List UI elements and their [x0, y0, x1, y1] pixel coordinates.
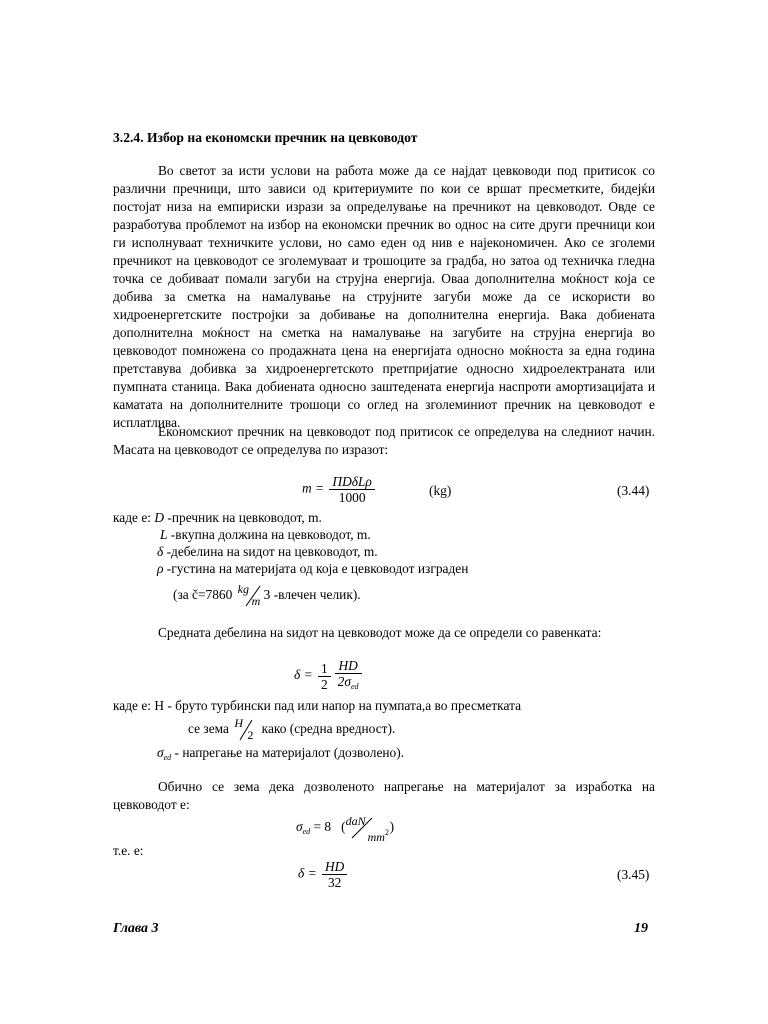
symbol-D: D [154, 510, 165, 525]
where-H: каде е: H - бруто турбински пад или напор на пумпата,а во пресметката [113, 698, 522, 713]
symbol-delta: δ [157, 544, 164, 559]
eq344-numerator: ΠDδLρ [329, 474, 374, 490]
unit-mm [368, 824, 389, 846]
footer-chapter: Глава 3 [113, 921, 159, 936]
eq344-unit: (kg) [429, 483, 452, 498]
where-rho-text: -густина на материјата од која е цевководот изграден [163, 561, 469, 576]
eq344-number: (3.44) [617, 483, 650, 498]
eq345-fraction [322, 859, 347, 890]
eq345-lhs: δ = [298, 865, 317, 881]
footer-page-number: 19 [634, 921, 648, 936]
where-H-half [188, 718, 395, 742]
section-heading: 3.2.4. Избор на економски пречник на цевководот [113, 130, 418, 145]
eq-delta-lhs: δ = [294, 667, 313, 683]
where-sigma [157, 744, 404, 767]
eq-sigma-eq: = 8 ( [310, 819, 346, 835]
paragraph-intro: Во светот за исти услови на работа може да се најдат цевководи под притисок со различни пречници, што зависи од критериумите по кои се вршат пресметките, бидејќи постојат низа на емпириски изрази за определување на пречникот на цевководот. Овде се разработува проблемот на избор на економски пречник во однос на сите други пречници кои ги исполнуваат техничките услови, но само еден од нив е најекономичен. Ако се зголеми пречникот на цевководот се зголемуваат и трошоците за градба, но затоа од техничка гледна точка се добиваат помали загуби на струјна енергија. Оваа дополнителна моќност која се добива за сметка на намалување на струјните загуби може да се искористи во хидроенергетските постројки за добивање на дополнителна енергија. Вака добиената дополнителна моќност на сметка на намалување на загубите на струјна енергија во цевководот помножена со продажната цена на енергијата односно моќноста за една година претставува добивка за хидроенергетското претпријатие односно хидроелектранатa или пумпната станица. Вака добиената односно заштедената енергија наспроти амортизацијата и каматата на дополнителните трошоци со оглед на зголеминиот пречник на цевководот е исплатлива. [113, 163, 655, 430]
eq-delta-main-num: HD [335, 658, 362, 674]
H-over-2-fraction [232, 718, 258, 742]
unit-m: m [251, 594, 261, 608]
symbol-rho: ρ [157, 561, 164, 576]
where-lead: каде е: [113, 510, 155, 525]
eq-delta-half [318, 661, 331, 692]
eq-sigma-sub: ed [302, 827, 311, 837]
sigma-sub-ed: ed [163, 753, 172, 762]
equation-3-45 [298, 859, 349, 890]
eq-sigma-close: ) [389, 819, 395, 835]
symbol-sigma: σ [157, 745, 164, 760]
equation-sigma-ed [296, 814, 395, 844]
where-L [160, 526, 371, 544]
where-L-text: -вкупна должина на цевководот, m. [167, 527, 371, 542]
where-D [113, 509, 322, 527]
rho-example-post: 3 -влечен челик). [263, 587, 361, 603]
H-symbol: H [234, 716, 243, 730]
eq-sigma-symbol: σ [296, 819, 303, 835]
eq344-denominator: 1000 [338, 490, 366, 505]
daN-per-mm2-fraction [345, 814, 390, 844]
paragraph-allowed-stress: Обично се зема дека дозволеното напрегање на материјалот за изработка на цевководот е: [113, 779, 655, 812]
unit-mm-text: mm [367, 830, 385, 844]
eq-delta-main-den [335, 674, 362, 694]
unit-kg: kg [237, 582, 249, 596]
eq-delta-sub-ed: ed [350, 682, 359, 691]
where-D-text: -пречник на цевководот, m. [164, 510, 322, 525]
eq-delta-half-den: 2 [320, 676, 328, 692]
eq-delta-2sigma: 2σ [337, 674, 351, 689]
equation-delta-mean [294, 658, 364, 694]
eq345-numerator: HD [322, 859, 347, 875]
where-sigma-text: - напрегање на материјалот (дозволено). [171, 745, 405, 760]
equation-3-44 [302, 474, 377, 505]
unit-daN: daN [345, 814, 366, 828]
fraction-slash [232, 718, 258, 742]
unit-mm-sup: 2 [384, 828, 389, 837]
rho-example [173, 584, 361, 608]
H-half-pre: се зема [188, 721, 233, 737]
eq344-fraction [329, 474, 374, 505]
where-delta-text: -дебелина на ѕидот на цевководот, m. [163, 544, 378, 559]
eq-delta-main [335, 658, 362, 694]
eq345-number: (3.45) [617, 867, 650, 882]
where-rho [157, 560, 468, 578]
eq345-denominator: 32 [327, 875, 342, 890]
two-symbol: 2 [247, 728, 254, 742]
kg-per-m3-fraction [236, 584, 264, 608]
eq-delta-half-num: 1 [318, 661, 331, 677]
where-delta [157, 543, 378, 561]
paragraph-wall-thickness: Средната дебелина на ѕидот на цевководот може да се определи со равенката: [158, 625, 602, 640]
paragraph-economic-diameter: Економскиот пречник на цевководот под притисок се определува на следниот начин. Масата на цевководот се определува по изразот: [113, 424, 655, 457]
H-half-post: како (средна вредност). [258, 721, 396, 737]
eq344-lhs: m = [302, 480, 325, 496]
te-label: т.е. е: [113, 843, 144, 858]
symbol-L: L [160, 527, 168, 542]
rho-example-pre: (за č=7860 [173, 587, 236, 603]
